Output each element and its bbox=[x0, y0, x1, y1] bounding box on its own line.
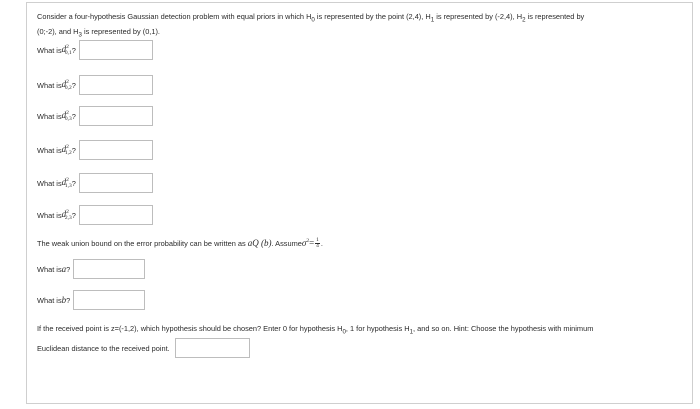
sub-h3: 3 bbox=[78, 31, 82, 39]
question-label: What is bbox=[37, 80, 62, 90]
distance-symbol: $d^2_{0,3}$ bbox=[61, 109, 72, 123]
question-b bbox=[37, 290, 145, 310]
period: . bbox=[320, 238, 323, 248]
variable-b: b bbox=[61, 295, 67, 305]
answer-input-d03[interactable] bbox=[79, 106, 153, 126]
intro-text-4: is represented by bbox=[525, 12, 585, 21]
final-text-4: Euclidean distance to the received point. bbox=[37, 343, 170, 353]
question-label: What is bbox=[37, 178, 62, 188]
sub-h0: 0 bbox=[342, 328, 346, 336]
question-label: What is bbox=[37, 111, 62, 121]
final-answer-row bbox=[37, 338, 250, 358]
question-label: What is bbox=[37, 45, 62, 55]
distance-symbol: $d^2_{1,2}$ bbox=[61, 143, 72, 157]
sub-h1: 1 bbox=[409, 328, 414, 336]
sub-h1: 1 bbox=[430, 16, 435, 24]
question-label: What is bbox=[37, 210, 62, 220]
question-d23 bbox=[37, 205, 153, 225]
union-bound-statement bbox=[37, 236, 323, 250]
distance-symbol: $d^2_{0,2}$ bbox=[61, 78, 72, 92]
question-label: What is bbox=[37, 264, 62, 274]
sigma-squared: $\sigma^2$ bbox=[301, 238, 310, 248]
union-bound-assume: . Assume bbox=[271, 238, 302, 248]
distance-symbol: $d^2_{2,3}$ bbox=[61, 208, 72, 222]
question-hypothesis-choice bbox=[37, 323, 687, 338]
answer-input-d13[interactable] bbox=[79, 173, 153, 193]
question-mark: ? bbox=[71, 145, 76, 155]
answer-input-hypothesis[interactable] bbox=[175, 338, 250, 358]
intro-text-5: (0;-2), and H bbox=[37, 27, 79, 37]
fraction-one-quarter: $\frac{1}{4}$ bbox=[316, 236, 319, 249]
sub-h0: 0 bbox=[311, 16, 315, 24]
question-d02 bbox=[37, 75, 153, 95]
answer-input-a[interactable] bbox=[73, 259, 145, 279]
question-a bbox=[37, 259, 145, 279]
final-text-3: , and so on. Hint: Choose the hypothesis with minimum bbox=[413, 324, 594, 333]
distance-symbol: $d^2_{1,3}$ bbox=[61, 176, 72, 190]
question-mark: ? bbox=[71, 178, 76, 188]
answer-input-d01[interactable] bbox=[79, 40, 153, 60]
answer-input-d23[interactable] bbox=[79, 205, 153, 225]
union-bound-expression: aQ (b) bbox=[247, 238, 272, 248]
intro-text-6: is represented by (0,1). bbox=[81, 27, 160, 37]
final-text-2: , 1 for hypothesis H bbox=[345, 324, 410, 333]
question-panel bbox=[26, 2, 693, 404]
question-mark: ? bbox=[71, 111, 76, 121]
question-d03 bbox=[37, 106, 153, 126]
union-bound-text: The weak union bound on the error probability can be written as bbox=[37, 238, 246, 248]
question-mark: ? bbox=[71, 80, 76, 90]
question-label: What is bbox=[37, 145, 62, 155]
intro-text-2: is represented by the point (2,4), H bbox=[314, 12, 431, 21]
answer-input-d02[interactable] bbox=[79, 75, 153, 95]
intro-text-3: is represented by (-2,4), H bbox=[434, 12, 523, 21]
problem-statement bbox=[37, 11, 677, 42]
final-text-1: If the received point is z=(-1,2), which hypothesis should be chosen? Enter 0 for hypothesis H bbox=[37, 324, 343, 333]
question-d13 bbox=[37, 173, 153, 193]
equals-sign: = bbox=[309, 238, 315, 248]
intro-text-1: Consider a four-hypothesis Gaussian detection problem with equal priors in which H bbox=[37, 12, 312, 21]
question-mark: ? bbox=[66, 295, 71, 305]
variable-a: a bbox=[61, 264, 67, 274]
question-mark: ? bbox=[66, 264, 71, 274]
question-label: What is bbox=[37, 295, 62, 305]
answer-input-d12[interactable] bbox=[79, 140, 153, 160]
question-mark: ? bbox=[71, 210, 76, 220]
question-d01 bbox=[37, 40, 153, 60]
answer-input-b[interactable] bbox=[73, 290, 145, 310]
question-d12 bbox=[37, 140, 153, 160]
sub-h2: 2 bbox=[522, 16, 526, 24]
distance-symbol: $d^2_{0,1}$ bbox=[61, 43, 72, 57]
question-mark: ? bbox=[71, 45, 76, 55]
